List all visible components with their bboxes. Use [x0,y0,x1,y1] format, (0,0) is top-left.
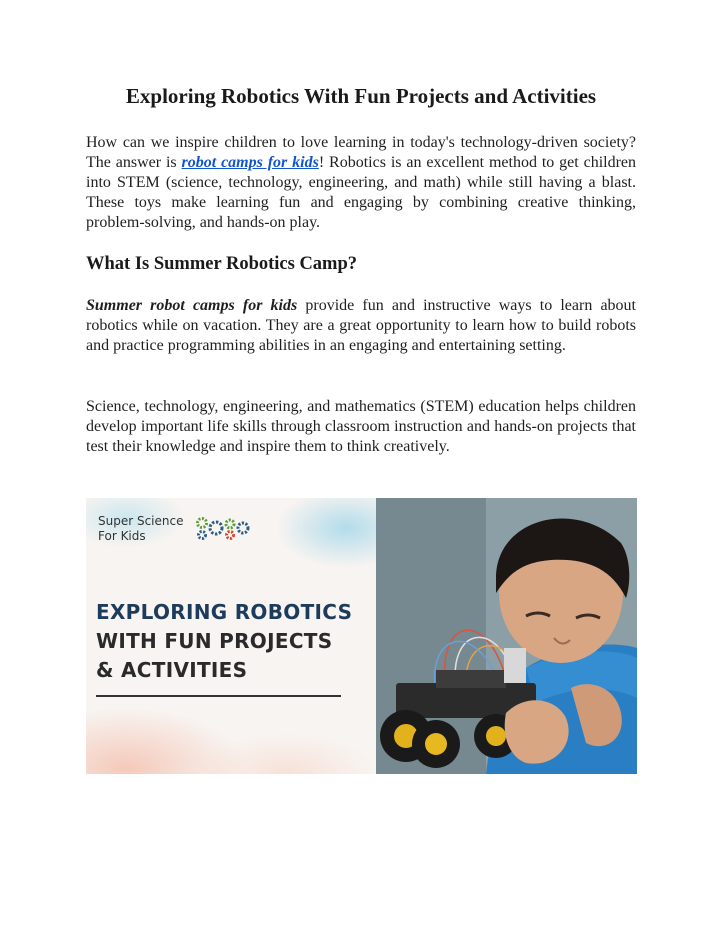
article-title: Exploring Robotics With Fun Projects and Activities [125,84,597,108]
section-heading: What Is Summer Robotics Camp? [86,254,358,274]
gears-icon [194,514,254,542]
banner-photo-panel [376,498,637,774]
section-paragraph-1 [86,296,636,356]
brand-name-line1: Super Science [98,514,184,528]
banner-divider [96,695,341,697]
intro-text-before: How can we inspire children to love learning in today's technology-driven society? The answer is [86,134,636,171]
section-paragraph-2: Science, technology, engineering, and mathematics (STEM) education helps children develop important life skills through classroom instruction and hands-on projects that test their knowledge and inspire them to think creatively. [86,398,636,455]
brand-logo [98,514,184,544]
section-lead-text: Summer robot camps for kids [86,297,298,314]
section-paragraph-1-text: provide fun and instructive ways to learn about robotics while on vacation. They are a great opportunity to learn how to build robots and practice programming abilities in an engaging and entertaining setting. [86,297,637,354]
banner-title [96,598,352,685]
robot-camps-link[interactable]: robot camps for kids [181,154,319,171]
banner-image [86,498,637,774]
boy-with-robot-photo [376,498,637,774]
banner-title-line3: & ACTIVITIES [96,658,248,682]
intro-text-after: ! Robotics is an excellent method to get children into STEM (science, technology, engineering, and math) while still having a blast. These toys make learning fun and engaging by combining creative thinking, problem-solving, and hands-on play. [86,154,637,231]
banner-text-panel [86,498,376,774]
banner-title-line1: EXPLORING ROBOTICS [96,600,353,624]
intro-paragraph [86,133,636,233]
banner-title-line2: WITH FUN PROJECTS [96,629,333,653]
brand-name-line2: For Kids [98,529,146,543]
